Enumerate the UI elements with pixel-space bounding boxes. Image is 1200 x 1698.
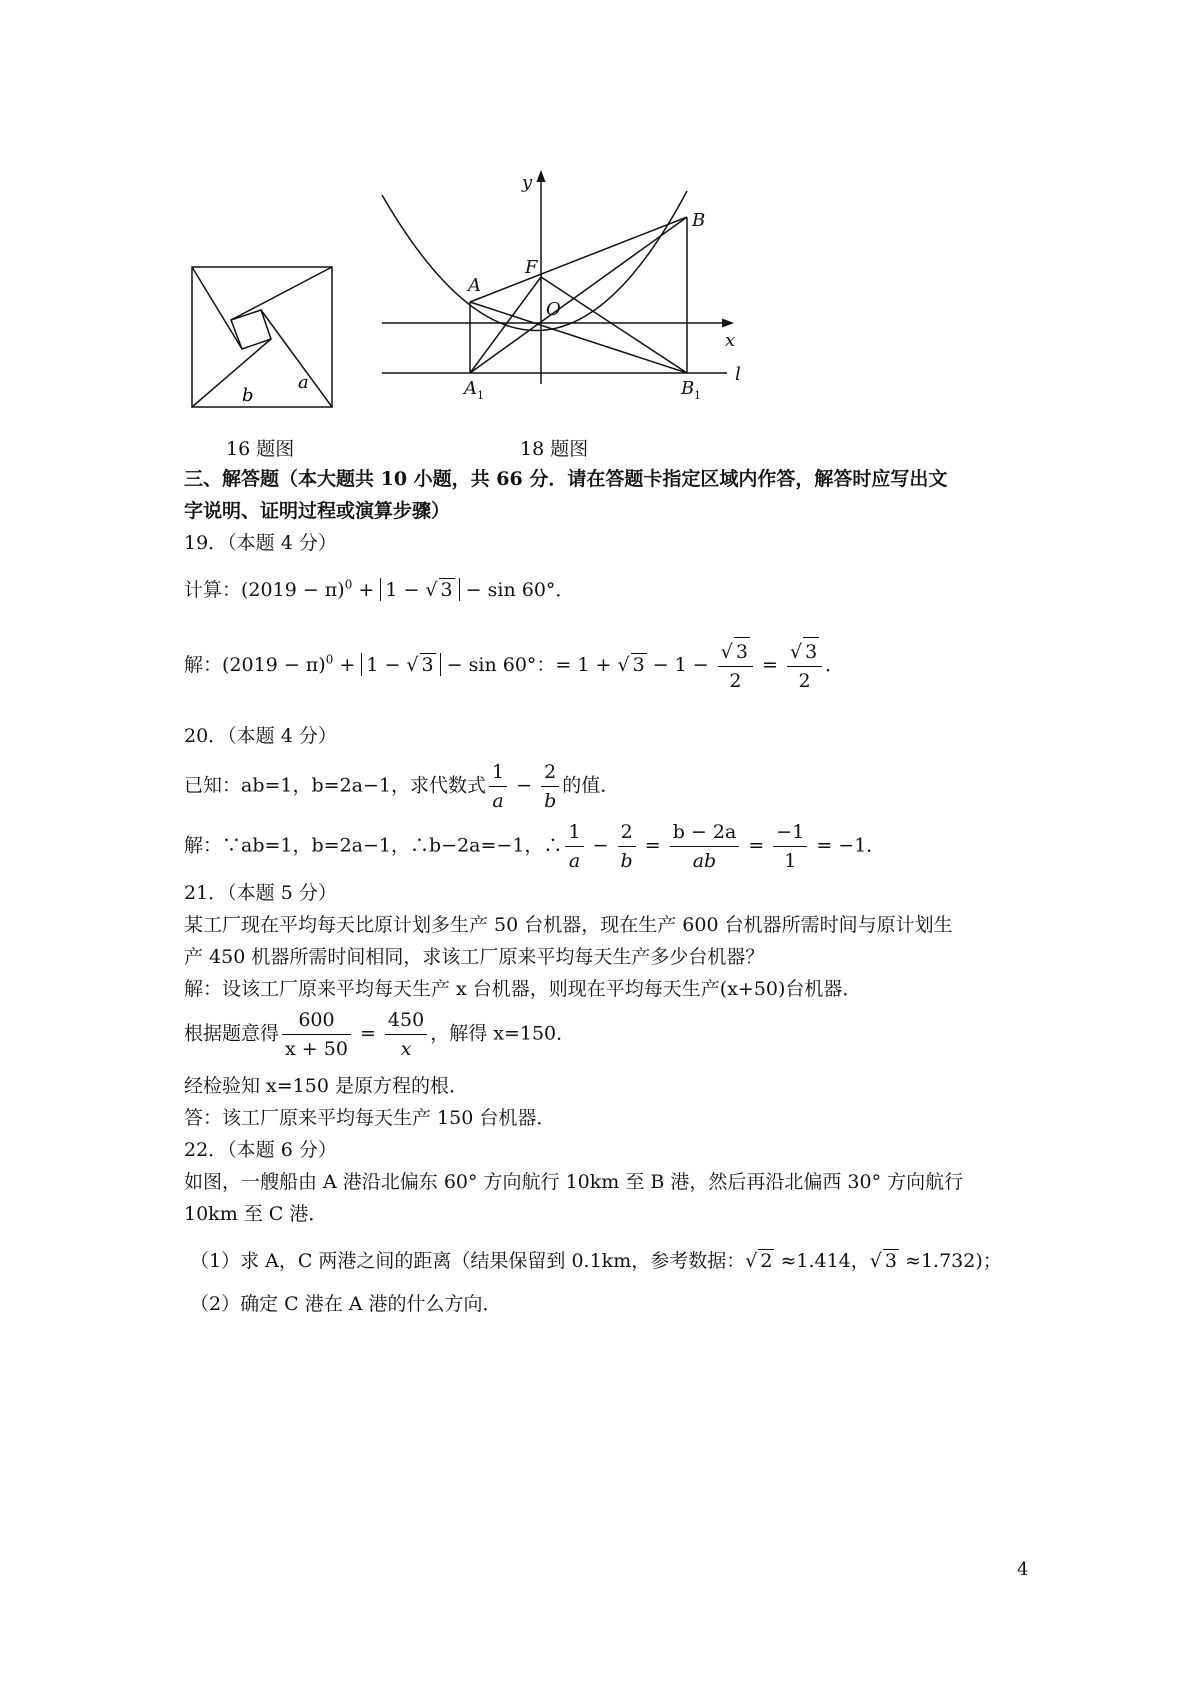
q20-sol: 解：∵ab=1，b=2a−1，∴b−2a=−1，∴ [184, 834, 563, 857]
outer-square [192, 267, 332, 407]
q22-sub2: （2）确定 C 港在 A 港的什么方向． [190, 1293, 502, 1315]
label-B1-subscript: 1 [694, 389, 701, 402]
figure-18 [370, 170, 760, 405]
q22-text1: 如图，一艘船由 A 港沿北偏东 60° 方向航行 10km 至 B 港，然后再沿北偏西 30° 方向航行 [184, 1171, 964, 1193]
q19-header: 19．（本题 4 分） [184, 532, 337, 554]
q19-base: (2019 − π) [241, 579, 345, 601]
label-b: b [242, 385, 254, 406]
label-a: a [298, 372, 309, 393]
y-arrow [537, 170, 546, 182]
label-x: x [725, 330, 736, 351]
q19-calc-prefix: 计算： [184, 579, 242, 601]
caption-16: 16 题图 [226, 438, 295, 460]
q19-exp: 0 [344, 577, 353, 592]
label-F: F [525, 257, 538, 278]
label-O: O [546, 299, 561, 320]
section3-line1: 三、解答题（本大题共 10 小题，共 66 分．请在答题卡指定区域内作答，解答时应写出文 [184, 468, 948, 490]
q21-text2: 产 450 机器所需时间相同，求该工厂原来平均每天生产多少台机器？ [184, 946, 765, 968]
q22-header: 22．（本题 6 分） [184, 1139, 337, 1161]
q21-check: 经检验知 x=150 是原方程的根． [184, 1075, 468, 1097]
q19-problem: 计算：$(2019 - \pi)^0 + 1$ − √ 3 − sin 60°． [184, 575, 574, 602]
label-y: y [522, 172, 533, 193]
q19-abs: 1 − √ 3 [380, 578, 459, 601]
q19-sol-prefix: 解： [184, 654, 223, 676]
q21-sol1: 解：设该工厂原来平均每天生产 x 台机器，则现在平均每天生产(x+50)台机器． [184, 978, 862, 1000]
caption-18: 18 题图 [520, 438, 589, 460]
q20-header: 20．（本题 4 分） [184, 725, 337, 747]
q20-given: 已知：ab=1，b=2a−1，求代数式 [184, 774, 487, 797]
page-number: 4 [1017, 1559, 1029, 1580]
q21-equation: 根据题意得 $\frac{600}{x + 50}$ = $\frac{450}{x}$ ，解得 x=150． [184, 1006, 575, 1063]
label-B1: B [681, 378, 695, 399]
label-A1-subscript: 1 [477, 389, 484, 402]
q22-sub1: （1）求 A，C 两港之间的距离（结果保留到 0.1km，参考数据：√ 2 ≈1.414，√ 3 ≈1.732)； [190, 1246, 1002, 1273]
label-A1: A [464, 378, 477, 399]
q20-problem: 已知：ab=1，b=2a−1，求代数式 $\frac{1}{a}$ − $\frac{2}{b}$ 的值． [184, 758, 619, 815]
q22-text2: 10km 至 C 港． [184, 1203, 328, 1225]
q19-sqrt3: 3 [440, 579, 453, 601]
label-l: l [735, 364, 741, 385]
figure-16 [190, 265, 335, 415]
q21-header: 21．（本题 5 分） [184, 882, 337, 904]
q19-solution: 解：$(2019 - \pi)^0 + 1$ − √ 3 − sin 60°：= 1 + √ 3 − 1 − √ $\frac{3}{2}$ = √ $\frac{3}{2}$ ． [184, 637, 844, 695]
q20-solution: 解：∵ab=1，b=2a−1，∴b−2a=−1，∴ $\frac{1}{a}$ − $\frac{2}{b}$ = $\frac{b - 2a}{ab}$ = $\frac{-1}{1}$ = −1． [184, 818, 885, 875]
q21-answer: 答：该工厂原来平均每天生产 150 台机器． [184, 1107, 556, 1129]
label-A: A [468, 275, 481, 296]
label-B: B [692, 210, 706, 231]
q19-frac1: √ $\frac{3}{2}$ [718, 637, 753, 695]
section3-line2: 字说明、证明过程或演算步骤） [184, 500, 451, 522]
q21-text1: 某工厂现在平均每天比原计划多生产 50 台机器，现在生产 600 台机器所需时间与原计划生 [184, 914, 953, 936]
x-arrow [722, 319, 734, 328]
q19-frac2: √ $\frac{3}{2}$ [787, 637, 822, 695]
